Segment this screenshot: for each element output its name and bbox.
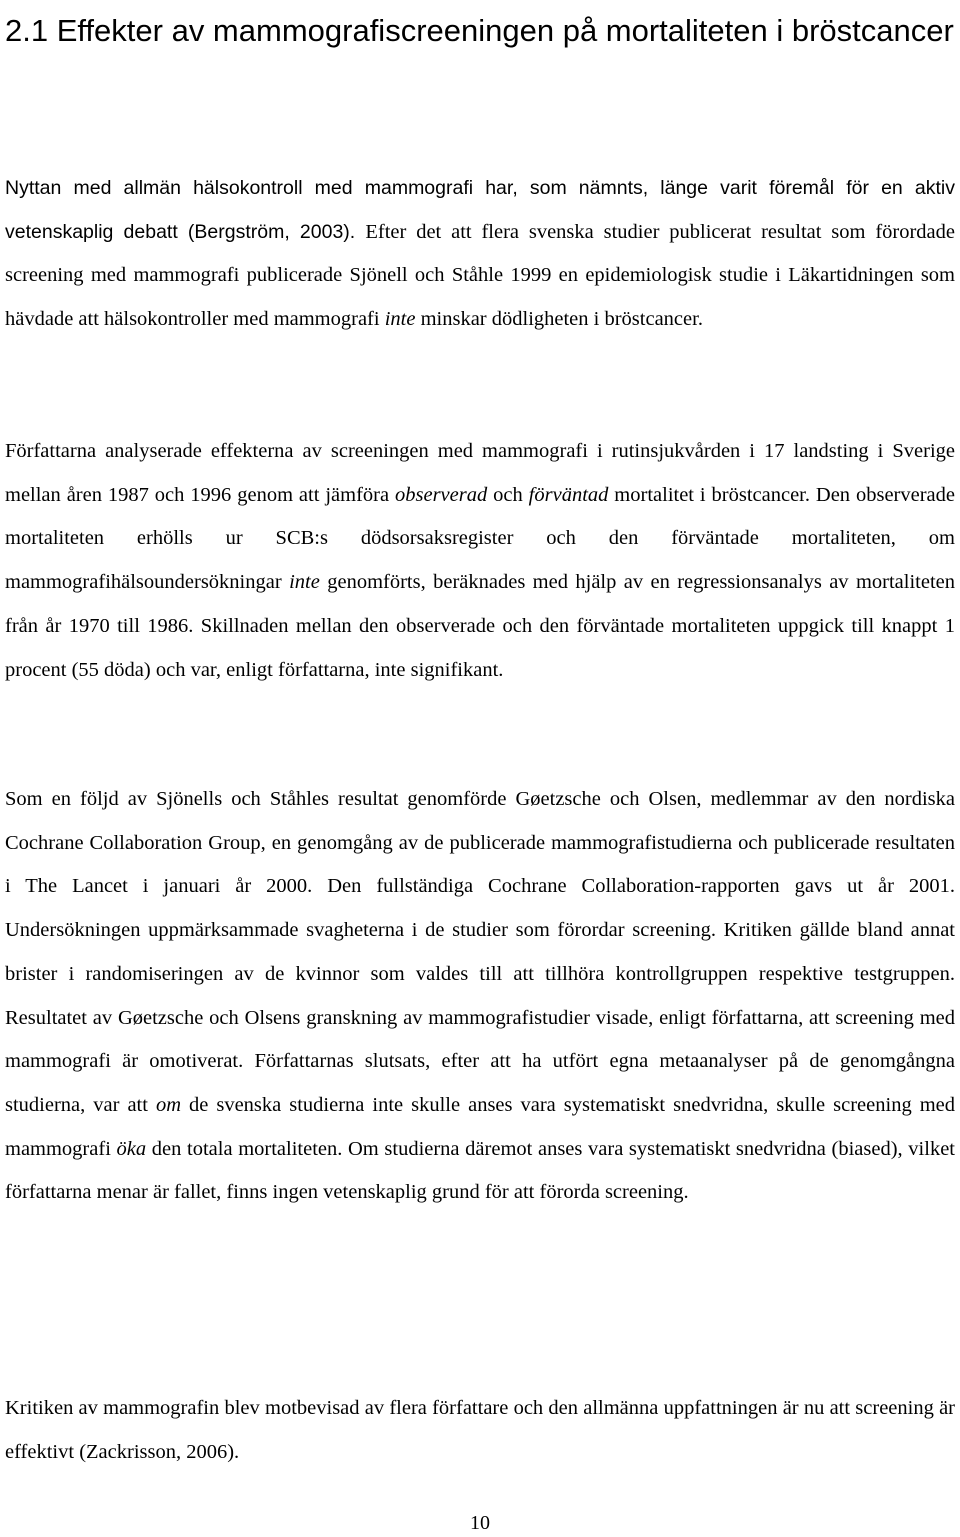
section-heading: 2.1 Effekter av mammografiscreeningen på mortaliteten i bröstcancer <box>5 13 954 48</box>
emphasis-text: inte <box>289 571 320 594</box>
paragraph-text: Författarna analyserade effekterna av screeningen med mammografi i rutinsjukvården i 17 landsting i Sverige mellan åren 1987 och 1996 genom att jämföra <box>5 440 955 506</box>
paragraph-text: den totala mortaliteten. Om studierna däremot anses vara systematiskt snedvridna (biased), vilket författarna menar är fallet, finns ingen vetenskaplig grund för att förorda screening. <box>5 1137 955 1204</box>
emphasis-text: inte <box>384 308 416 331</box>
paragraph-text: genomförts, beräknades med hjälp av en regressionsanalys av mortaliteten från år 1970 till 1986. Skillnaden mellan den observerade och den förväntade mortaliteten uppgick till knappt 1 procent (55 döda) och var, enligt författarna, inte signifikant. <box>5 571 955 681</box>
paragraph-text: mortalitet i bröstcancer. Den observerade mortaliteten erhölls ur SCB:s dödsorsaksregister och den förväntade mortaliteten, om mammografihälsoundersökningar <box>5 483 955 594</box>
emphasis-text: förväntad <box>528 483 609 506</box>
emphasis-text: observerad <box>395 483 488 506</box>
emphasis-text: öka <box>116 1137 147 1160</box>
paragraph-text: Efter det att flera svenska studier publicerat resultat som förordade screening med mammografi publicerade Sjönell och Ståhle 1999 en epidemiologisk studie i Läkartidningen som hävdade att hälsokontroller med mammografi <box>5 220 955 331</box>
paragraph-text: Kritiken av mammografin blev motbevisad av flera författare och den allmänna uppfattningen är nu att screening är effektivt (Zackrisson, 2006). <box>5 1397 955 1463</box>
paragraph-text: Som en följd av Sjönells och Ståhles resultat genomförde Gøetzsche och Olsen, medlemmar av den nordiska Cochrane Collaboration Group, en genomgång av de publicerade mammografistudierna och publicerade resultaten i The Lancet i januari år 2000. Den fullständiga Cochrane Collaboration-rapporten gavs ut år 2001. Undersökningen uppmärksammade svagheterna i de studier som förordar screening. Kritiken gällde bland annat brister i randomiseringen av de kvinnor som valdes till att tillhöra kontrollgruppen respektive testgruppen. Resultatet av Gøetzsche och Olsens granskning av mammografistudier visade, enligt författarna, att screening med mammografi är omotiverat. Författarnas slutsats, efter att ha utfört egna metaanalyser på de genomgångna studierna, var att <box>5 788 955 1116</box>
emphasis-text: om <box>155 1093 181 1116</box>
paragraph-1 <box>5 167 955 342</box>
paragraph-text: Nyttan med allmän hälsokontroll med mammografi har, som nämnts, länge varit föremål för en aktiv vetenskaplig debatt (Bergström, 2003). <box>5 177 955 243</box>
page-number: 10 <box>470 1512 490 1534</box>
paragraph-3 <box>5 778 955 1215</box>
paragraph-text: minskar dödligheten i bröstcancer. <box>415 308 703 331</box>
paragraph-text: de svenska studierna inte skulle anses vara systematiskt snedvridna, skulle screening med mammografi <box>5 1093 955 1160</box>
paragraph-2 <box>5 430 955 692</box>
paragraph-text: och <box>487 483 529 506</box>
paragraph-4 <box>5 1387 955 1474</box>
